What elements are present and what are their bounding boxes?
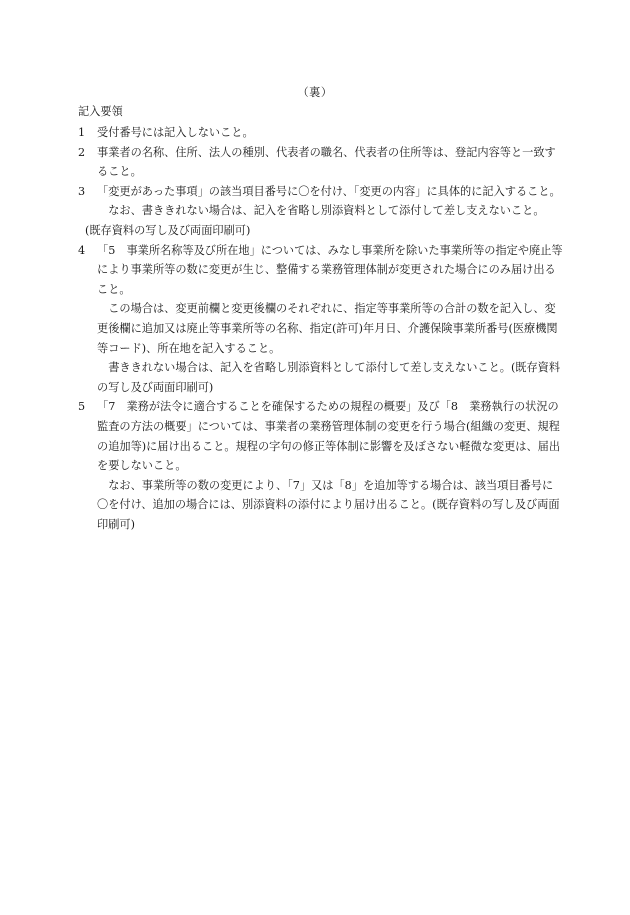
- instruction-item-3: [78, 182, 564, 241]
- item-text: 「変更があった事項」の該当項目番号に〇を付け、「変更の内容」に具体的に記入すること。: [97, 184, 561, 198]
- item-note-paren: (既存資料の写し及び両面印刷可): [85, 223, 251, 237]
- item-text: 「5 事業所名称等及び所在地」については、みなし事業所を除いた事業所等の指定や廃止等により事業所等の数に変更が生じ、整備する業務管理体制が変更された場合にのみ届け出ること。: [97, 243, 563, 296]
- page-side-label: （裏）: [297, 86, 333, 99]
- item-note: この場合は、変更前欄と変更後欄のそれぞれに、指定等事業所等の合計の数を記入し、変更後欄に追加又は廃止等事業所等の名称、指定(許可)年月日、介護保険事業所番号(医療機関等コード)、所在地を記入すること。: [97, 302, 558, 355]
- item-number: 5: [78, 400, 86, 414]
- instruction-item-1: [78, 123, 564, 143]
- item-note: なお、事業所等の数の変更により、「7」又は「8」を追加等する場合は、該当項目番号に〇を付け、追加の場合には、別添資料の添付により届け出ること。(既存資料の写し及び両面印刷可): [97, 478, 560, 531]
- item-number: 1: [78, 126, 86, 139]
- item-note: なお、書ききれない場合は、記入を省略し別添資料として添付して差し支えないこと。: [108, 204, 545, 218]
- instruction-item-4: [78, 241, 564, 398]
- item-text: 受付番号には記入しないこと。: [97, 126, 254, 139]
- item-text: 「7 業務が法令に適合することを確保するための規程の概要」及び「8 業務執行の状況の監査の方法の概要」については、事業者の業務管理体制の変更を行う場合(組織の変更、規程の追加等)に届け出ること。規程の字句の修正等体制に影響を及ぼさない軽微な変更は、届出を要しないこと。: [97, 400, 561, 473]
- instruction-item-2: [78, 143, 564, 182]
- instructions-heading: 記入要領: [78, 105, 123, 118]
- item-number: 3: [78, 184, 86, 198]
- item-number: 4: [78, 243, 86, 257]
- item-text: 事業者の名称、住所、法人の種別、代表者の職名、代表者の住所等は、登記内容等と一致すること。: [97, 145, 556, 179]
- item-number: 2: [78, 145, 86, 159]
- instructions-list: [78, 123, 564, 534]
- instruction-item-5: [78, 397, 564, 534]
- item-note: 書ききれない場合は、記入を省略し別添資料として添付して差し支えないこと。(既存資料の写し及び両面印刷可): [97, 361, 561, 394]
